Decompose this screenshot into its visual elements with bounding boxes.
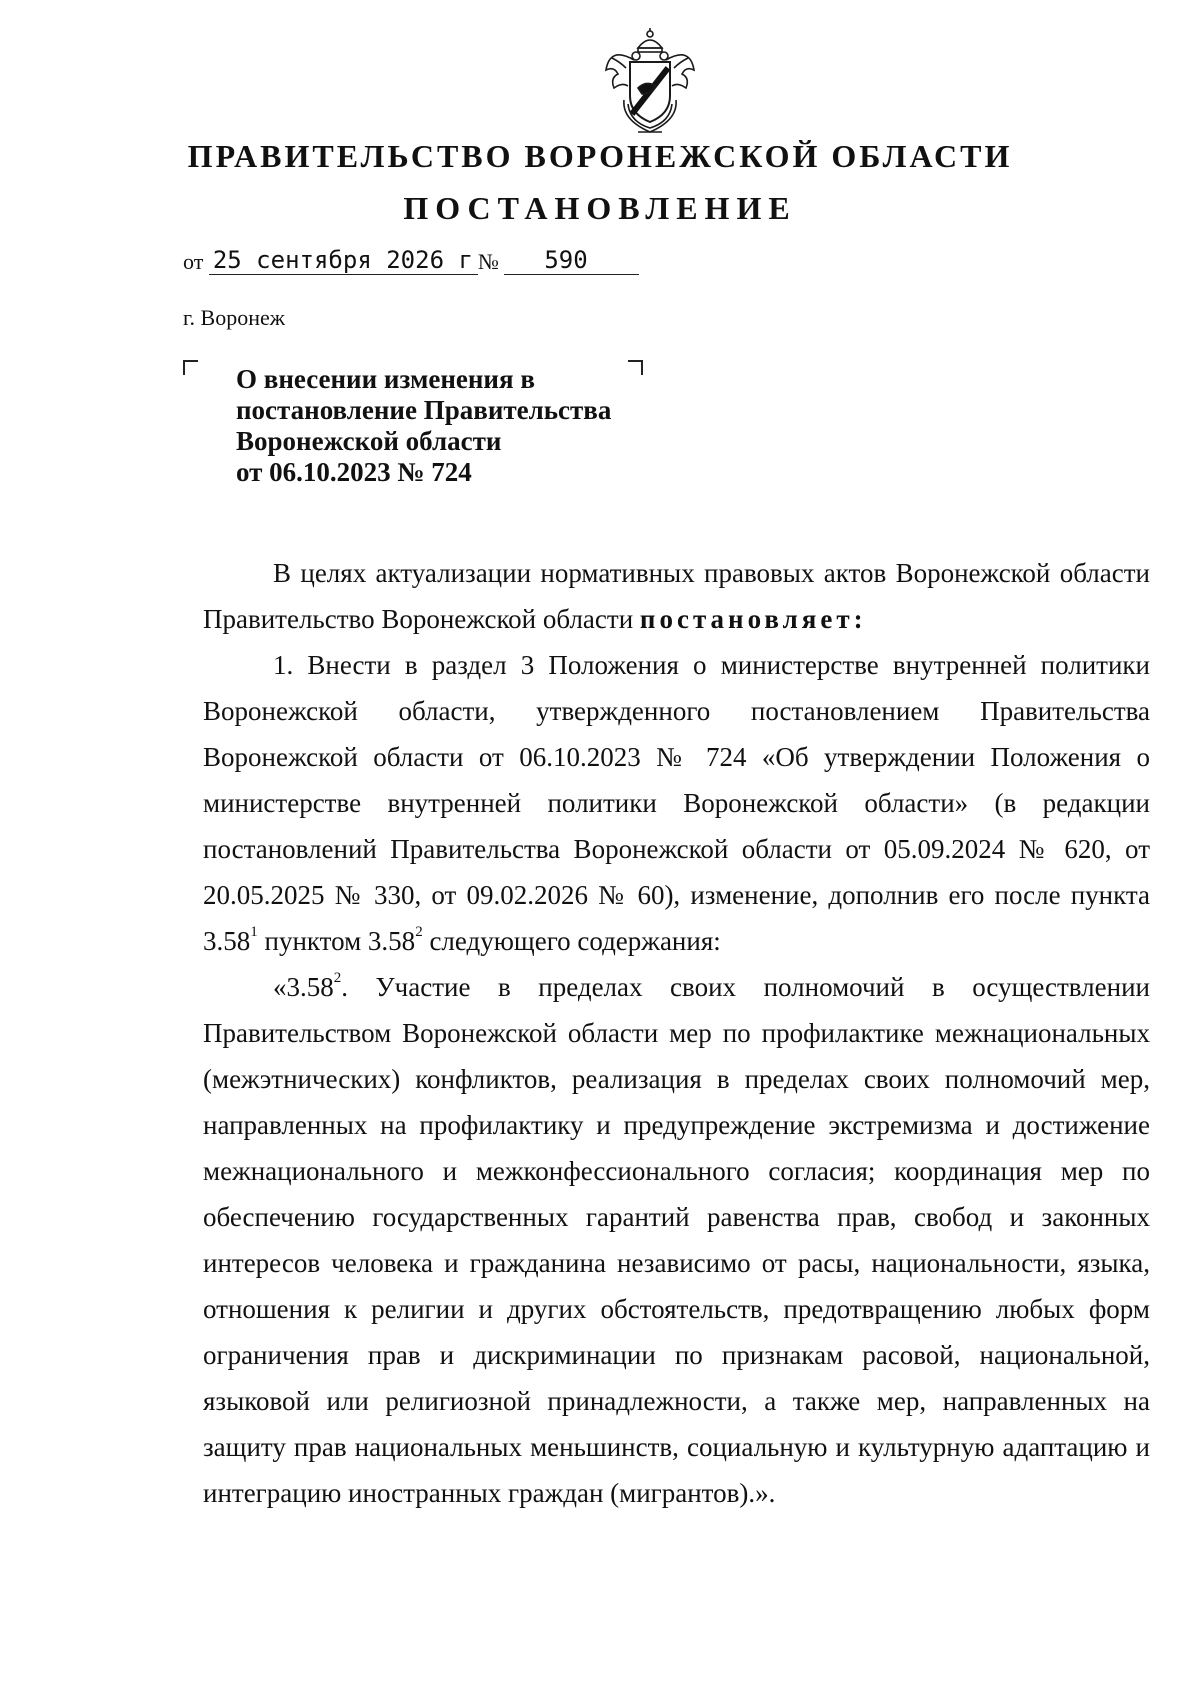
- superscript: 2: [333, 970, 342, 986]
- subject-line: постановление Правительства: [236, 395, 612, 425]
- item-1-text: 1. Внести в раздел 3 Положения о министерстве внутренней политики Воронежской области, утвержденного постановлением Правительства Воронежской области от 06.10.2023 № 724 «Об утверждении Положения о министерстве внутренней политики Воронежской области» (в редакции постановлений Правительства Воронежской области от 05.09.2024 № 620, от 20.05.2025 № 330, от 09.02.2026 № 60), изменение, дополнив его после пункта 3.58: [203, 650, 1150, 956]
- superscript: 2: [415, 924, 423, 940]
- intro-text: В целях актуализации нормативных правовых актов Воронежской области Правительство Воронежской области: [203, 558, 1150, 634]
- intro-paragraph: [203, 550, 1150, 642]
- quoted-clause-text: . Участие в пределах своих полномочий в осуществлении Правительством Воронежской области мер по профилактике межнациональных (межэтнических) конфликтов, реализация в пределах своих полномочий мер, направленных на профилактику и предупреждение экстремизма и достижение межнационального и межконфессионального согласия; координация мер по обеспечению государственных гарантий равенства прав, свобод и законных интересов человека и гражданина независимо от расы, национальности, языка, отношения к религии и других обстоятельств, предотвращению любых форм ограничения прав и дискриминации по признакам расовой, национальной, языковой или религиозной принадлежности, а также мер, направленных на защиту прав национальных меньшинств, социальную и культурную адаптацию и интеграцию иностранных граждан (мигрантов).».: [203, 972, 1150, 1508]
- decree-body: [203, 550, 1150, 1516]
- subject-bracket-right: [628, 360, 643, 375]
- decree-date-number-line: [183, 246, 639, 275]
- quoted-clause-number: «3.58: [273, 972, 334, 1002]
- decree-number: 590: [504, 246, 639, 275]
- subject-bracket-left: [183, 360, 198, 375]
- subject-line: Воронежской области: [236, 426, 502, 456]
- quoted-clause-paragraph: [203, 964, 1150, 1516]
- number-prefix: №: [477, 249, 499, 274]
- document-type-title: ПОСТАНОВЛЕНИЕ: [403, 190, 797, 226]
- item-1-text-end: следующего содержания:: [422, 926, 721, 956]
- item-1-text-cont: пунктом 3.58: [257, 926, 416, 956]
- coat-of-arms-emblem: [600, 28, 700, 138]
- superscript: 1: [250, 924, 258, 940]
- item-1-paragraph: [203, 642, 1150, 964]
- government-title: ПРАВИТЕЛЬСТВО ВОРОНЕЖСКОЙ ОБЛАСТИ: [187, 138, 1013, 174]
- date-prefix: от: [183, 249, 204, 274]
- subject-line: от 06.10.2023 № 724: [236, 457, 472, 487]
- decree-word: постановляет:: [639, 604, 867, 634]
- city-label: г. Воронеж: [183, 305, 285, 330]
- subject-line: О внесении изменения в: [236, 364, 535, 394]
- decree-subject: [236, 364, 611, 488]
- decree-date: 25 сентября 2026 г: [209, 246, 478, 275]
